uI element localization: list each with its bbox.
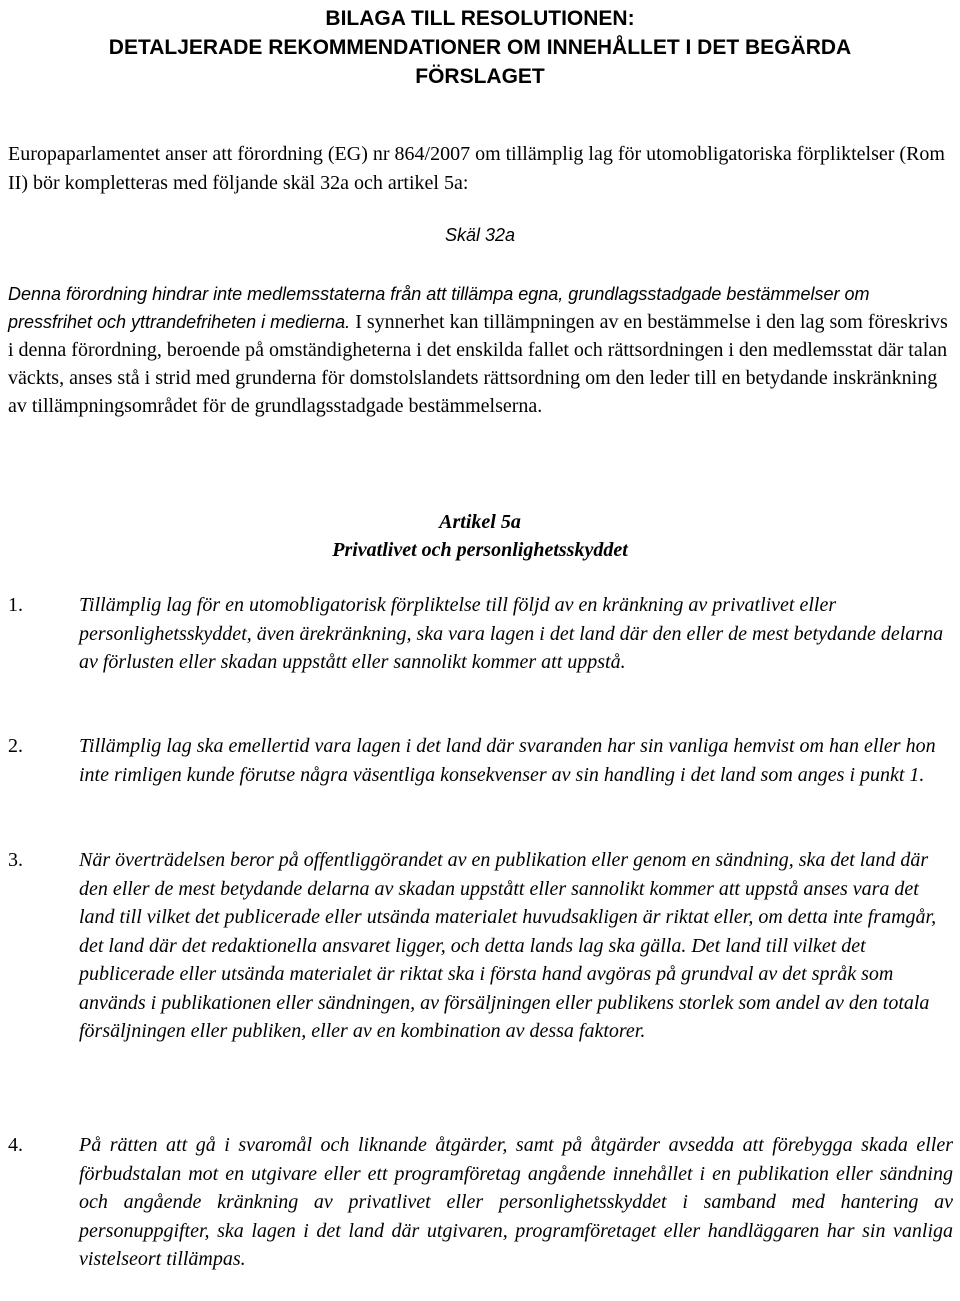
recital-text xyxy=(8,280,953,420)
recital-title: Skäl 32a xyxy=(444,225,516,245)
annex-heading xyxy=(0,4,960,91)
paragraph-text: På rätten att gå i svaromål och liknande åtgärder, samt på åtgärder avsedda att förebygga skada eller förbudstalan mot en utgivare eller ett programföretag angående innehållet i en publikation eller sändning och angående kränkning av privatlivet eller personlighetsskyddet i samband med hantering av personuppgifter, ska lagen i det land där utgivaren, programföretaget eller handläggaren har sin vanliga vistelseort tillämpas. xyxy=(79,1134,953,1270)
annex-heading-line-1: BILAGA TILL RESOLUTIONEN: xyxy=(325,7,635,30)
paragraph-number: 3. xyxy=(8,849,23,871)
paragraph-number: 1. xyxy=(8,594,23,616)
intro-paragraph: Europaparlamentet anser att förordning (EG) nr 864/2007 om tillämplig lag för utomobligatoriska förpliktelser (Rom II) bör kompletteras med följande skäl 32a och artikel 5a: xyxy=(8,143,945,194)
annex-heading-line-3: FÖRSLAGET xyxy=(415,65,545,88)
paragraph-text: När överträdelsen beror på offentliggörandet av en publikation eller genom en sändning, ska det land där den eller de mest betydande delarna av skadan uppstått eller sannolikt kommer att uppstå anses vara det land till vilket det publicerade eller utsända materialet huvudsakligen är riktat eller, om detta inte framgår, det land där det redaktionella ansvaret ligger, och detta lands lag ska gälla. Det land till vilket det publicerade eller utsända materialet är riktat ska i första hand avgöras på grundval av det språk som används i publikationen eller sändningen, av försäljningen eller publikens storlek som andel av den totala försäljningen eller publiken, eller av en kombination av dessa faktorer. xyxy=(79,849,937,1042)
article-subtitle: Privatlivet och personlighetsskyddet xyxy=(332,539,628,561)
annex-heading-line-2: DETALJERADE REKOMMENDATIONER OM INNEHÅLLET I DET BEGÄRDA xyxy=(108,36,852,59)
recital-text-part-1: Denna förordning hindrar inte medlemsstaterna från att tillämpa egna, grundlagsstadgade bestämmelser om pressfrihet och yttrandefriheten i medierna. xyxy=(8,284,870,332)
article-title: Artikel 5a xyxy=(439,511,521,533)
recital-text-part-2: I synnerhet kan tillämpningen av en bestämmelse i den lag som föreskrivs i denna förordning, beroende på omständigheterna i det enskilda fallet och rättsordningen i den medlemsstat där talan väckts, anses stå i strid med grunderna för domstolslandets rättsordning om den leder till en betydande inskränkning av tillämpningsområdet för de grundlagsstadgade bestämmelserna. xyxy=(8,311,948,417)
paragraph-text: Tillämplig lag för en utomobligatorisk förpliktelse till följd av en kränkning av privatlivet eller personlighetsskyddet, även ärekränkning, ska vara lagen i det land där den eller de mest betydande delarna av förlusten eller skadan uppstått eller sannolikt kommer att uppstå. xyxy=(79,594,944,673)
paragraph-text: Tillämplig lag ska emellertid vara lagen i det land där svaranden har sin vanliga hemvist om han eller hon inte rimligen kunde förutse några väsentliga konsekvenser av sin handling i det land som anges i punkt 1. xyxy=(79,735,936,786)
paragraph-number: 2. xyxy=(8,735,23,757)
article-heading xyxy=(0,508,960,564)
paragraph-number: 4. xyxy=(8,1134,23,1156)
